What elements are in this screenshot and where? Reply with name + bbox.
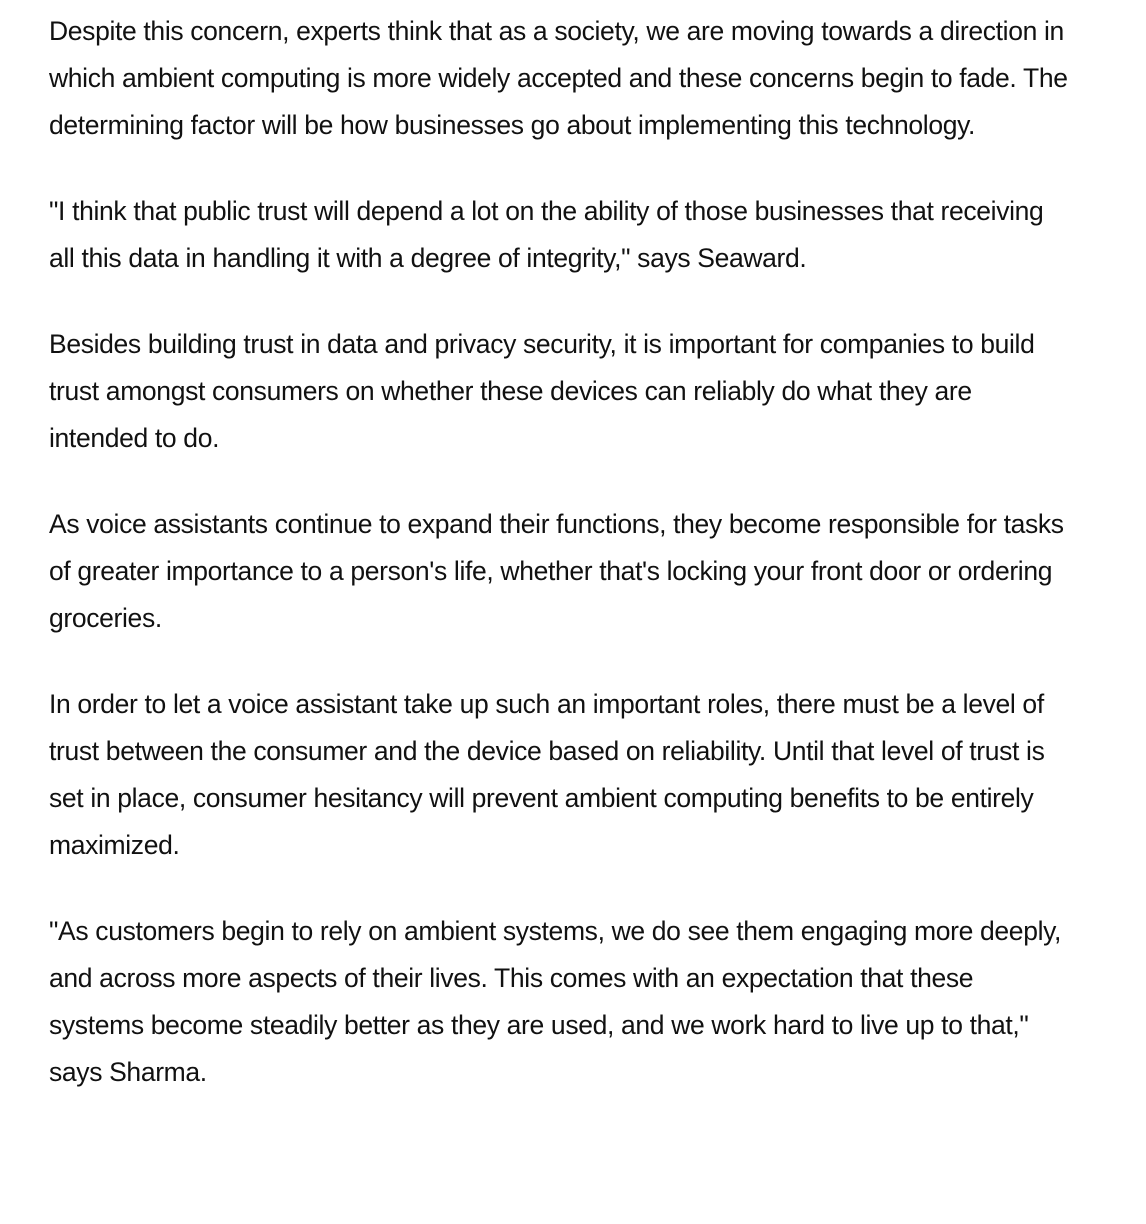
- paragraph-seaward-quote: "I think that public trust will depend a lot on the ability of those businesses that receiving all this data in handling it with a degree of integrity," says Seaward.: [49, 196, 1044, 273]
- paragraph-voice-assistants: As voice assistants continue to expand their functions, they become responsible for tasks of greater importance to a person's life, whether that's locking your front door or ordering groceries.: [49, 509, 1064, 633]
- paragraph-reliability-trust: Besides building trust in data and privacy security, it is important for companies to build trust amongst consumers on whether these devices can reliably do what they are intended to do.: [49, 329, 1035, 453]
- article-body: [49, 8, 1069, 1135]
- paragraph-consumer-hesitancy: In order to let a voice assistant take up such an important roles, there must be a level of trust between the consumer and the device based on reliability. Until that level of trust is set in place, consumer hesitancy will prevent ambient computing benefits to be entirely maximized.: [49, 689, 1045, 860]
- paragraph-ambient-acceptance: Despite this concern, experts think that as a society, we are moving towards a direction in which ambient computing is more widely accepted and these concerns begin to fade. The determining factor will be how businesses go about implementing this technology.: [49, 16, 1068, 140]
- paragraph-sharma-quote: "As customers begin to rely on ambient systems, we do see them engaging more deeply, and across more aspects of their lives. This comes with an expectation that these systems become steadily better as they are used, and we work hard to live up to that," says Sharma.: [49, 916, 1062, 1087]
